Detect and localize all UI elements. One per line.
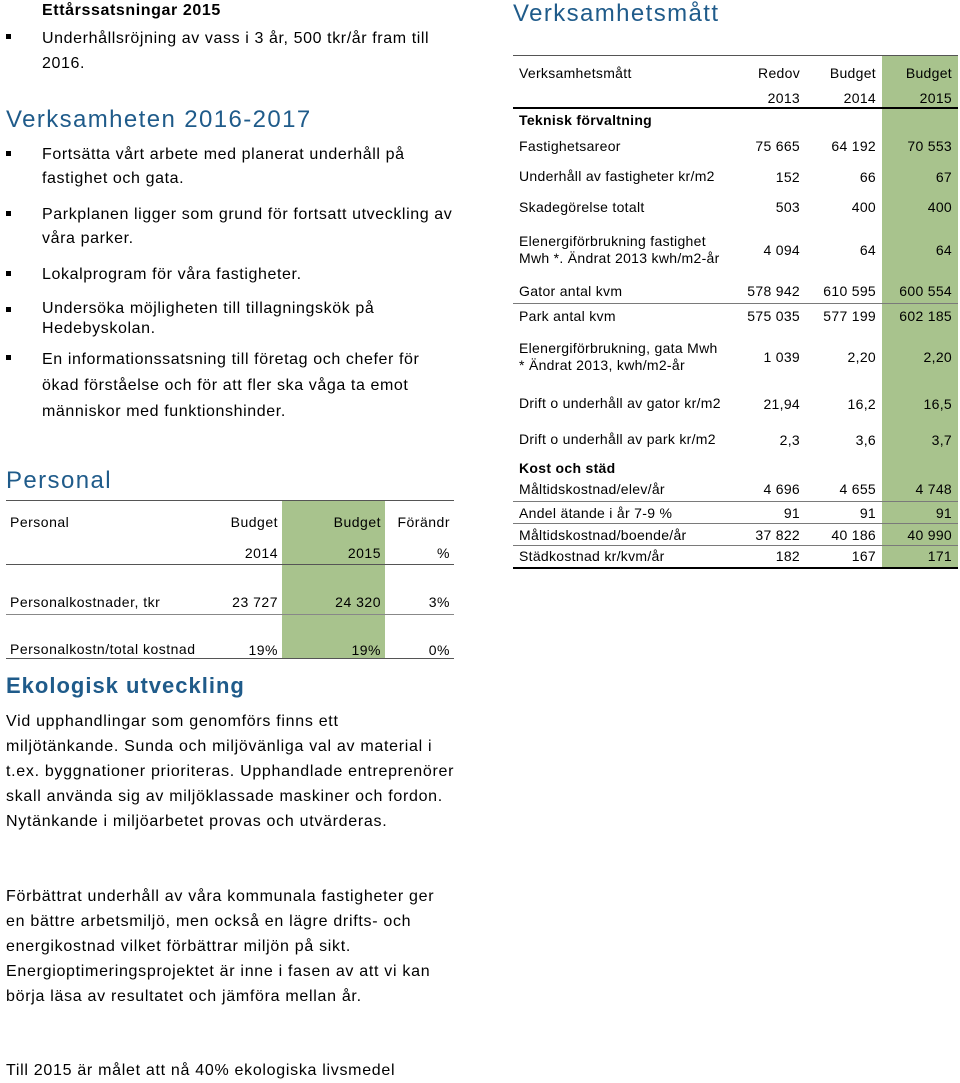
- table-header: Redov: [758, 64, 800, 81]
- bullet-square-icon: [6, 307, 11, 312]
- table-row: Personalkostn/total kostnad 19% 19% 0%: [6, 615, 454, 659]
- personal-heading: Personal: [6, 467, 112, 494]
- table-header: 2013: [767, 90, 800, 106]
- table-header: Budget: [829, 64, 876, 81]
- table-header: 2015: [882, 90, 958, 108]
- table-spacer: [6, 565, 454, 591]
- section-label: Kost och städ: [519, 459, 616, 476]
- table-row: Måltidskostnad/boende/år 37 822 40 186 40 990: [513, 524, 958, 546]
- table-row: Städkostnad kr/kvm/år 182 167 171: [513, 546, 958, 568]
- table-header: 2014: [244, 545, 278, 562]
- list-item: Fortsätta vårt arbete med planerat underhåll på fastighet och gata.: [6, 143, 454, 191]
- list-item: Underhållsröjning av vass i 3 år, 500 tkr/år fram till 2016.: [6, 26, 454, 76]
- bullet-square-icon: [6, 211, 11, 216]
- ekologisk-paragraph: Vid upphandlingar som genomförs finns ett miljötänkande. Sunda och miljövänliga val av material i t.ex. byggnationer prioriteras. Upphandlade entreprenörer skall använda sig av miljöklassade maskiner och fordon. Nytänkande i miljöarbetet provas och utvärderas.: [6, 713, 455, 830]
- table-header: Personal: [10, 513, 70, 530]
- table-row: Måltidskostnad/elev/år 4 696 4 655 4 748: [513, 478, 958, 502]
- table-row: Underhåll av fastigheter kr/m2 152 66 67: [513, 160, 958, 194]
- ekologisk-paragraph: Förbättrat underhåll av våra kommunala fastigheter ger en bättre arbetsmiljö, men också en lägre drifts- och energikostnad vilket förbättrar miljön på sikt. Energioptimeringsprojektet är inne i fasen av att vi kan börja läsa av resultatet och jämföra mellan år.: [6, 888, 435, 1005]
- table-row: Skadegörelse totalt 503 400 400: [513, 194, 958, 220]
- table-header: 2015: [282, 543, 385, 565]
- table-header: %: [437, 545, 450, 562]
- table-header: 2014: [843, 90, 876, 106]
- table-row: Elenergiförbrukning fastighet Mwh *. Ändrat 2013 kwh/m2-år 4 094 64 64: [513, 220, 958, 280]
- list-item: En informationssatsning till företag och chefer för ökad förståelse och för att fler ska våga ta emot människor med funktionshinder.: [6, 347, 454, 425]
- table-row: Personalkostnader, tkr 23 727 24 320 3%: [6, 591, 454, 615]
- table-row: Fastighetsareor 75 665 64 192 70 553: [513, 132, 958, 160]
- table-header: Verksamhetsmått: [519, 64, 632, 81]
- bullet-square-icon: [6, 355, 11, 360]
- personal-table: [6, 500, 454, 659]
- table-row: Andel ätande i år 7-9 % 91 91 91: [513, 502, 958, 524]
- table-header-row: [513, 56, 958, 90]
- bullet-square-icon: [6, 271, 11, 276]
- verksamheten-heading: Verksamheten 2016-2017: [6, 106, 312, 133]
- ekologisk-heading: Ekologisk utveckling: [6, 673, 245, 698]
- table-row: Park antal kvm 575 035 577 199 602 185: [513, 304, 958, 329]
- table-row: Elenergiförbrukning, gata Mwh * Ändrat 2013, kwh/m2-år 1 039 2,20 2,20: [513, 329, 958, 386]
- list-item: Undersöka möjligheten till tillagningskök på Hedebyskolan.: [6, 299, 454, 339]
- list-item: Lokalprogram för våra fastigheter.: [6, 263, 454, 287]
- table-header: Budget: [282, 501, 385, 543]
- table-header: Förändr: [397, 513, 450, 530]
- table-header: Budget: [882, 56, 958, 90]
- table-row: Gator antal kvm 578 942 610 595 600 554: [513, 280, 958, 304]
- list-item: Parkplanen ligger som grund för fortsatt utveckling av våra parker.: [6, 203, 454, 251]
- bullet-square-icon: [6, 34, 11, 39]
- ettars-heading: Ettårssatsningar 2015: [42, 2, 221, 19]
- table-subheader-row: [513, 90, 958, 108]
- verksamhetsmatt-heading: Verksamhetsmått: [513, 0, 720, 27]
- section-row: [513, 108, 958, 132]
- section-label: Teknisk förvaltning: [519, 112, 653, 128]
- section-row: [513, 458, 958, 478]
- table-subheader-row: [6, 543, 454, 565]
- table-header-row: [6, 501, 454, 543]
- table-header: Budget: [230, 513, 278, 530]
- verksamhetsmatt-table: [513, 55, 958, 569]
- ettars-list: [6, 26, 454, 76]
- table-row: Drift o underhåll av park kr/m2 2,3 3,6 3,7: [513, 422, 958, 458]
- ekologisk-paragraph: Till 2015 är målet att nå 40% ekologiska livsmedel: [6, 1062, 396, 1079]
- verksamheten-list: [6, 143, 454, 425]
- bullet-square-icon: [6, 151, 11, 156]
- table-row: Drift o underhåll av gator kr/m2 21,94 16,2 16,5: [513, 386, 958, 422]
